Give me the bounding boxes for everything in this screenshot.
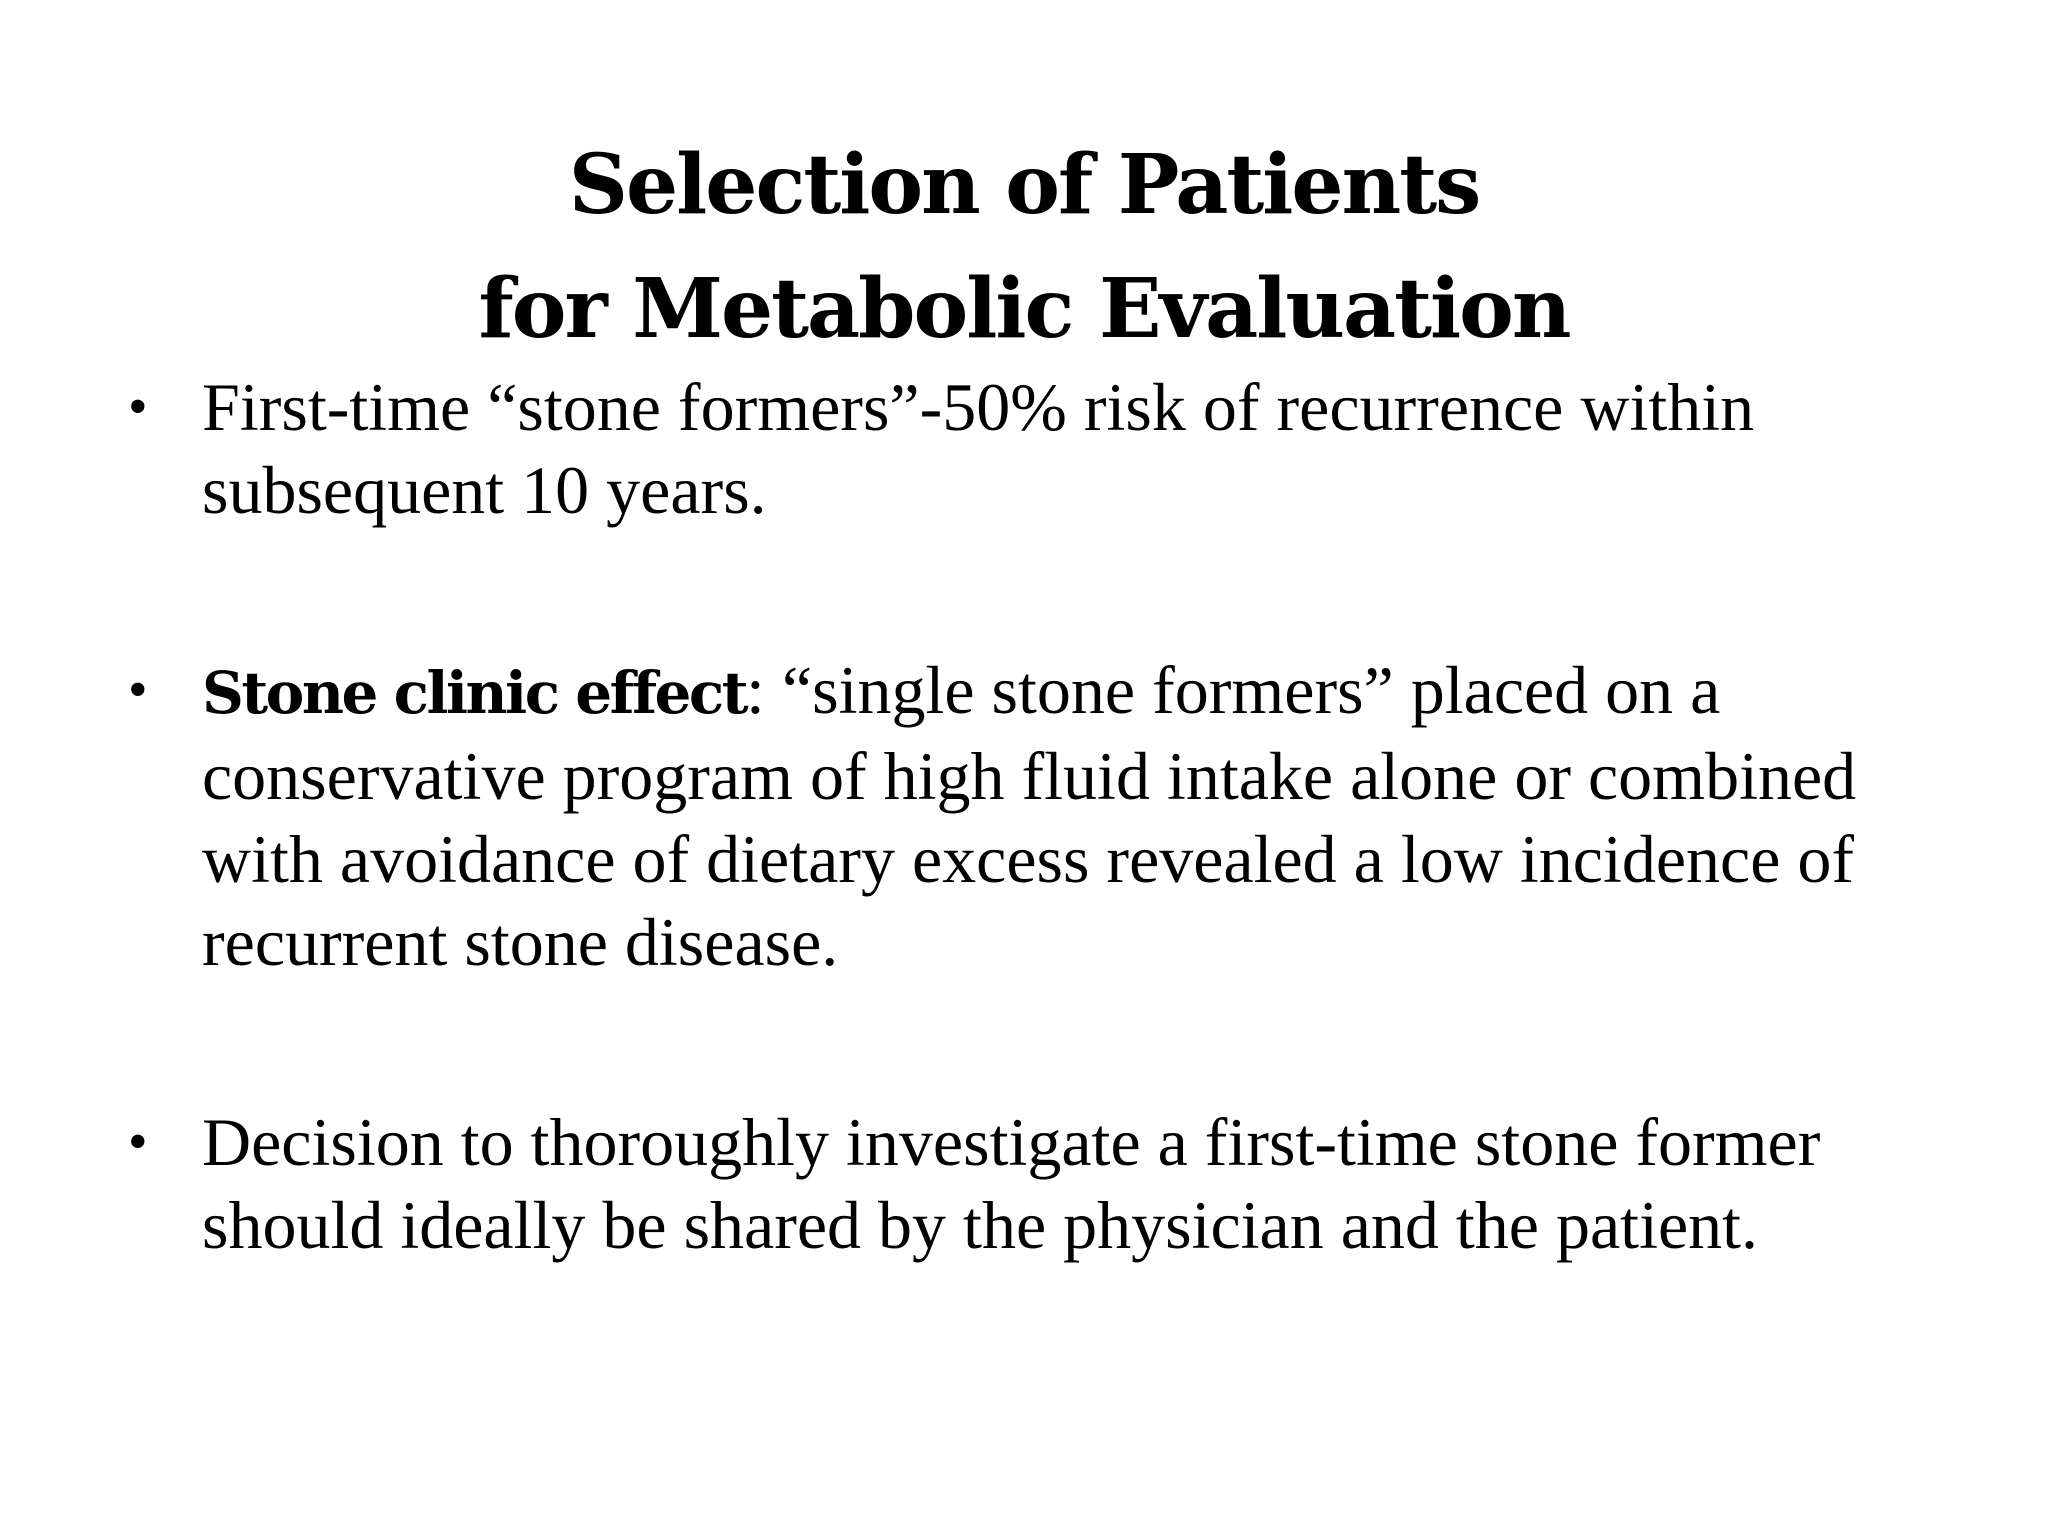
bullet-text: Decision to thoroughly investigate a first-time stone former should ideally be shared by the physician and the patient. [202, 1104, 1821, 1263]
bullet-dot-icon: • [128, 376, 148, 438]
bullet-item-decision [120, 1101, 1960, 1267]
bullet-lead-term: Stone clinic effect [202, 659, 747, 727]
bullet-lead-separator: : [746, 652, 765, 728]
bullet-item-stone-clinic-effect [120, 649, 1960, 984]
title-line-2: for Metabolic Evaluation [478, 260, 1570, 357]
bullet-text: First-time “stone formers”-50% risk of recurrence within subsequent 10 years. [202, 369, 1755, 528]
bullet-list [120, 366, 1960, 1267]
bullet-item-recurrence-risk [120, 366, 1960, 532]
slide-title [0, 123, 2048, 371]
title-line-1: Selection of Patients [568, 136, 1480, 233]
bullet-dot-icon: • [128, 659, 148, 721]
bullet-text: “single stone formers” placed on a conservative program of high fluid intake alone or combined with avoidance of dietary excess revealed a low incidence of recurrent stone disease. [202, 652, 1857, 980]
bullet-dot-icon: • [128, 1111, 148, 1173]
